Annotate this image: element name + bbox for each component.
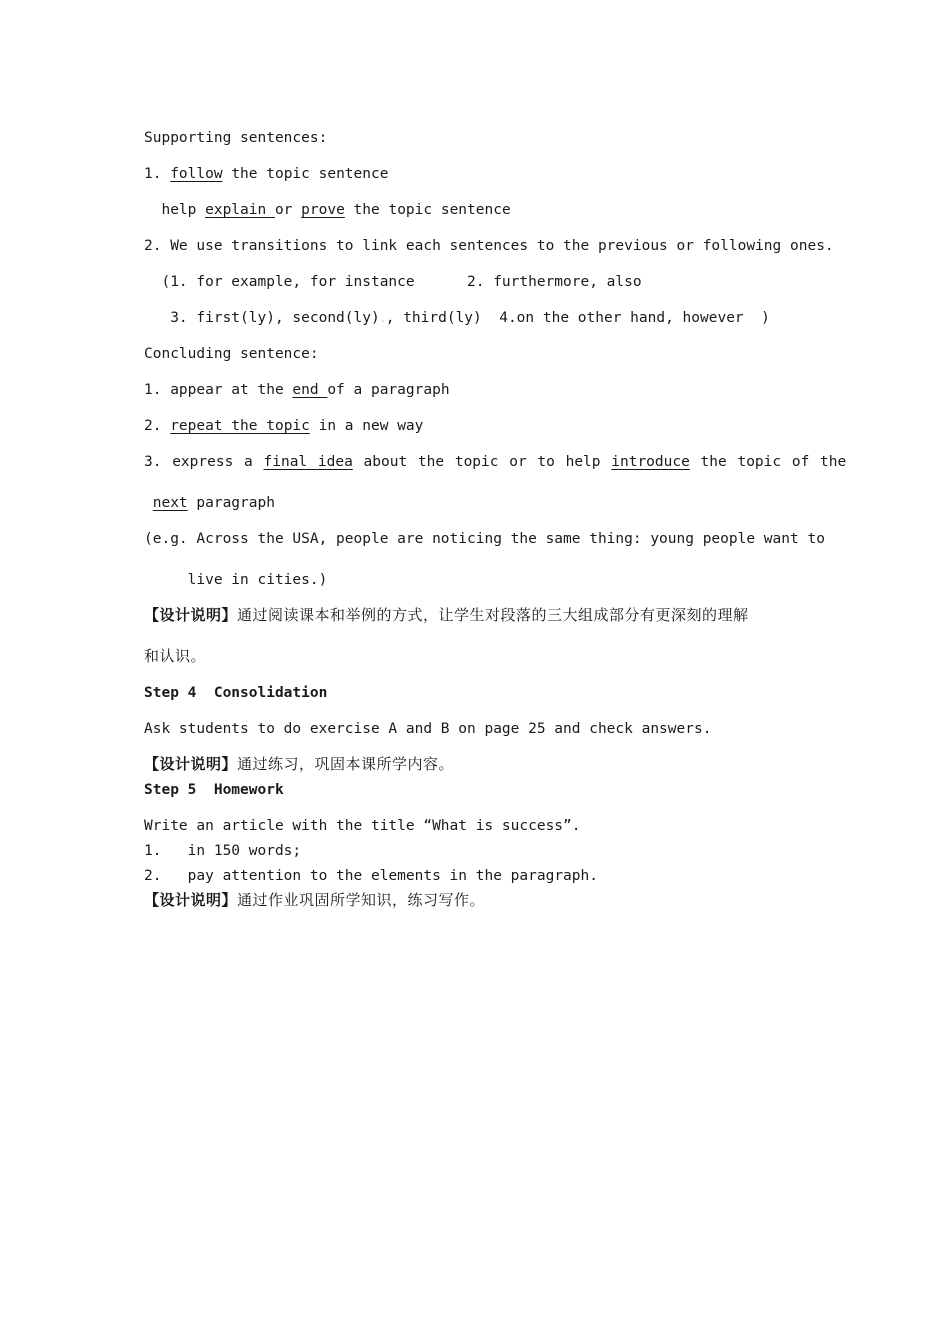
step-4-text: Ask students to do exercise A and B on page 25 and check answers. [144, 721, 712, 737]
supporting-item-1: 1. follow the topic sentence [144, 166, 389, 182]
concluding-item-3-cont: next paragraph [152, 495, 275, 511]
underlined-word: introduce [611, 454, 690, 470]
note-bracket: 【设计说明】 [144, 891, 238, 909]
step-4-heading: Step 4 Consolidation [144, 685, 328, 701]
concluding-heading: Concluding sentence: [144, 346, 319, 362]
underlined-word: next [152, 495, 188, 511]
design-note-1: 【设计说明】通过阅读课本和举例的方式，让学生对段落的三大组成部分有更深刻的理解 [144, 606, 749, 624]
homework-title: Write an article with the title “What is success”. [144, 818, 581, 834]
design-note-2: 【设计说明】通过练习，巩固本课所学内容。 [144, 755, 455, 773]
homework-item-2: 2. pay attention to the elements in the paragraph. [144, 868, 598, 884]
underlined-word: follow [170, 166, 223, 182]
supporting-item-1-help: help explain or prove the topic sentence [144, 202, 511, 218]
example-line-1: (e.g. Across the USA, people are noticing the same thing: young people want to [144, 531, 825, 547]
underlined-word: end [292, 382, 328, 398]
underlined-word: explain [205, 202, 275, 218]
homework-item-1: 1. in 150 words; [144, 843, 302, 859]
design-note-3: 【设计说明】通过作业巩固所学知识，练习写作。 [144, 891, 486, 909]
transition-examples-1: (1. for example, for instance 2. furthermore, also [144, 274, 642, 290]
concluding-item-2: 2. repeat the topic in a new way [144, 418, 424, 434]
underlined-word: repeat the topic [170, 418, 310, 434]
supporting-item-2: 2. We use transitions to link each sentences to the previous or following ones. [144, 238, 834, 254]
example-line-2: live in cities.) [144, 572, 328, 588]
design-note-1-cont: 和认识。 [144, 647, 207, 665]
supporting-heading: Supporting sentences: [144, 130, 328, 146]
underlined-word: prove [301, 202, 345, 218]
concluding-item-3: 3. express a final idea about the topic or to help introduce the topic of the [144, 454, 847, 470]
transition-examples-2: 3. first(ly), second(ly)., third(ly) 4.on the other hand, however ) [144, 310, 770, 326]
stray-mark: . [379, 314, 386, 325]
concluding-item-1: 1. appear at the end of a paragraph [144, 382, 450, 398]
note-bracket: 【设计说明】 [144, 606, 238, 624]
underlined-word: final idea [263, 454, 353, 470]
note-bracket: 【设计说明】 [144, 755, 238, 773]
step-5-heading: Step 5 Homework [144, 782, 284, 798]
